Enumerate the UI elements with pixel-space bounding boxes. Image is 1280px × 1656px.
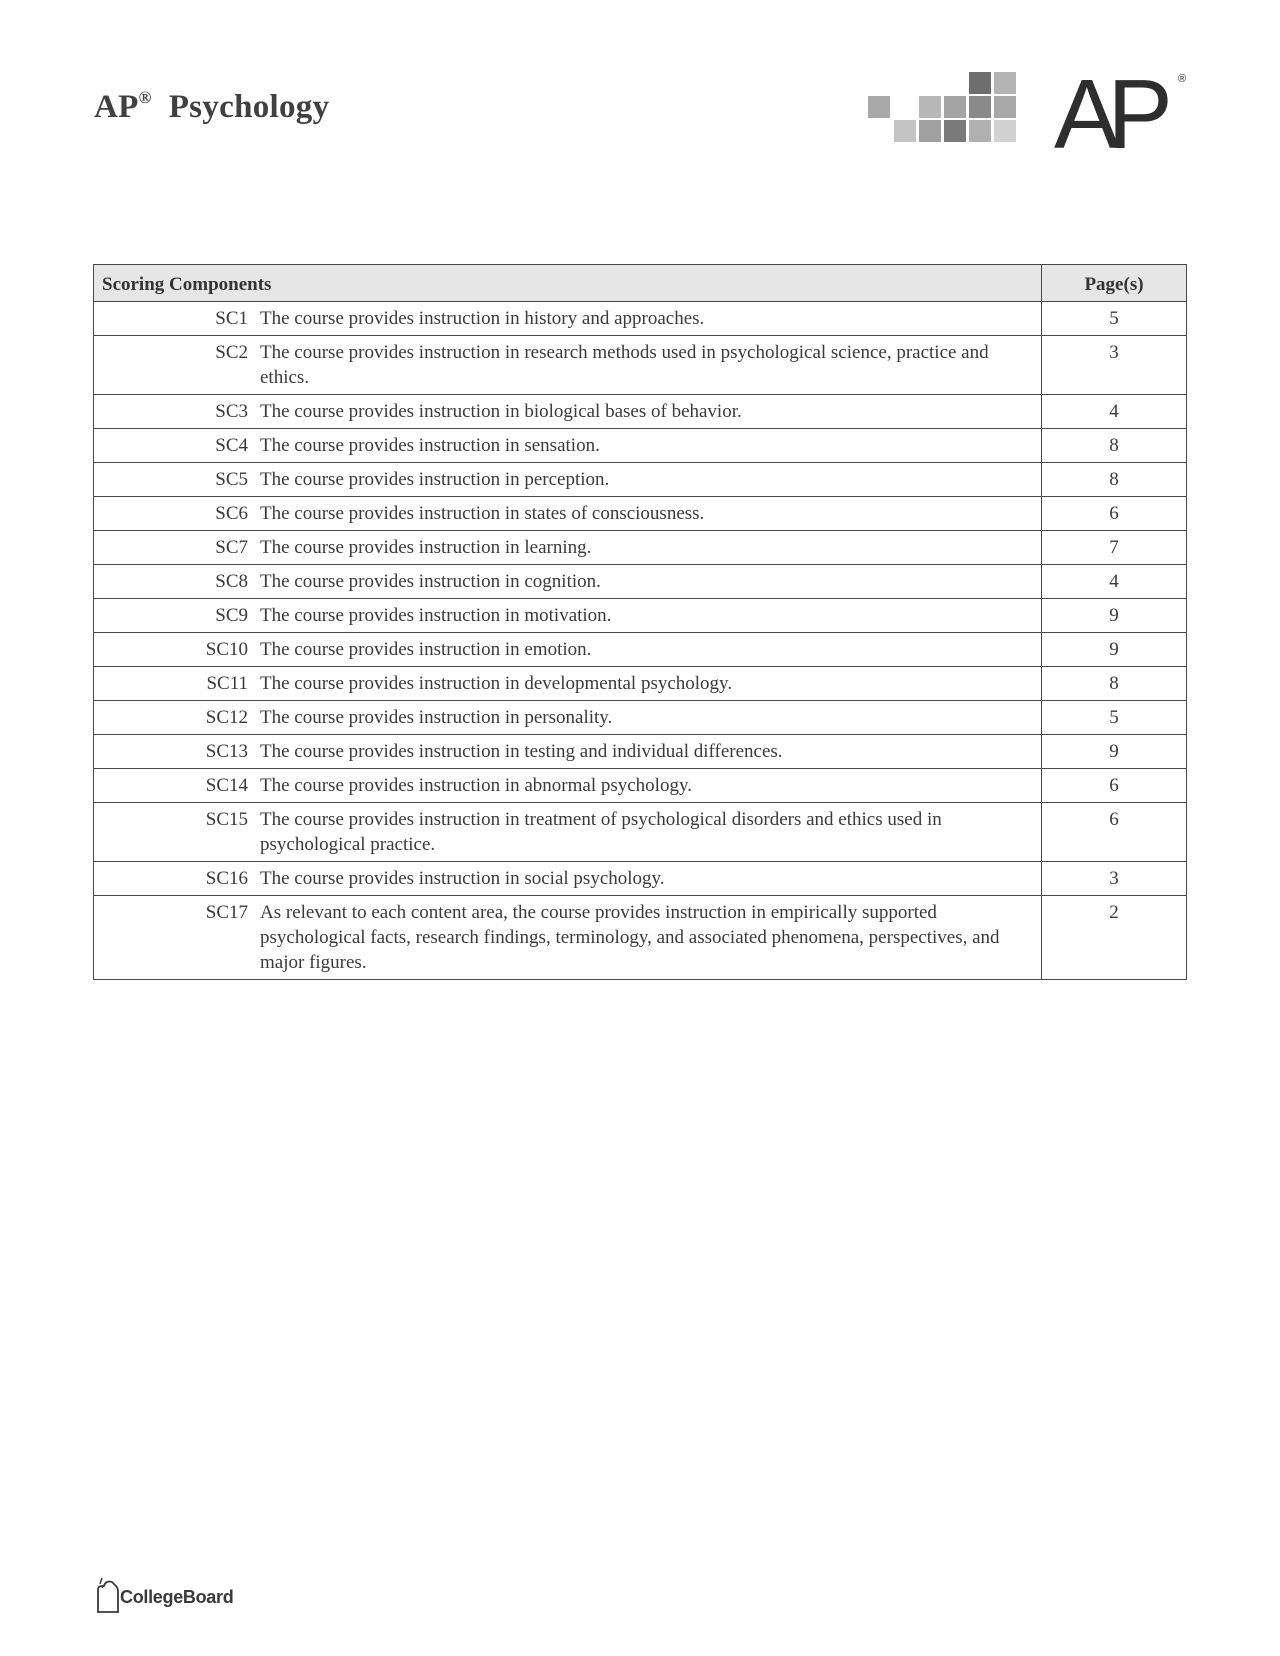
table-row [94, 336, 1187, 395]
component-code: SC9 [215, 605, 248, 626]
component-description: The course provides instruction in sensation. [260, 435, 600, 456]
collegeboard-logo-text: CollegeBoard [120, 1587, 234, 1607]
component-code: SC3 [215, 401, 248, 422]
component-description: The course provides instruction in testing and individual differences. [260, 741, 783, 762]
column-header-pages: Page(s) [1042, 265, 1187, 302]
page-title [94, 88, 329, 126]
component-code: SC11 [206, 673, 248, 694]
component-cell [94, 667, 1042, 701]
component-code: SC10 [205, 639, 248, 660]
page-number-cell: 5 [1042, 302, 1187, 336]
page-number-cell: 8 [1042, 667, 1187, 701]
component-description: The course provides instruction in abnormal psychology. [260, 775, 692, 796]
page-number-cell: 6 [1042, 769, 1187, 803]
table-row [94, 862, 1187, 896]
component-description: The course provides instruction in history and approaches. [260, 308, 705, 329]
component-description: The course provides instruction in social psychology. [260, 868, 665, 889]
component-cell [94, 463, 1042, 497]
component-cell [94, 735, 1042, 769]
column-header-components: Scoring Components [94, 265, 1042, 302]
table-row [94, 735, 1187, 769]
ap-logo-icon [1052, 64, 1187, 154]
ap-squares-logo-icon [868, 72, 1028, 152]
component-description: The course provides instruction in developmental psychology. [260, 673, 733, 694]
page-number-cell: 7 [1042, 531, 1187, 565]
component-description: As relevant to each content area, the course provides instruction in empirically supported psychological facts, research findings, terminology, and associated phenomena, perspectives, and major figures. [260, 902, 1000, 973]
page-number-cell: 4 [1042, 395, 1187, 429]
component-description: The course provides instruction in treatment of psychological disorders and ethics used in psychological practice. [260, 809, 942, 855]
table-body [94, 302, 1187, 980]
page-number-cell: 9 [1042, 599, 1187, 633]
component-cell [94, 599, 1042, 633]
title-ap: AP [94, 89, 139, 125]
component-code: SC2 [215, 342, 248, 363]
table-row [94, 896, 1187, 980]
ap-logo-registered-mark: ® [1178, 73, 1187, 85]
component-cell [94, 429, 1042, 463]
page-number-cell: 6 [1042, 497, 1187, 531]
component-description: The course provides instruction in motivation. [260, 605, 612, 626]
component-code: SC13 [205, 741, 248, 762]
component-code: SC17 [205, 902, 248, 923]
page-number-cell: 9 [1042, 735, 1187, 769]
page-number-cell: 2 [1042, 896, 1187, 980]
table-row [94, 701, 1187, 735]
page-number-cell: 3 [1042, 336, 1187, 395]
component-description: The course provides instruction in emotion. [260, 639, 592, 660]
page-number-cell: 8 [1042, 463, 1187, 497]
component-description: The course provides instruction in perception. [260, 469, 610, 490]
component-cell [94, 395, 1042, 429]
title-subject: Psychology [168, 89, 330, 125]
component-code: SC4 [215, 435, 248, 456]
component-cell [94, 862, 1042, 896]
component-cell [94, 769, 1042, 803]
component-description: The course provides instruction in biological bases of behavior. [260, 401, 742, 422]
page-number-cell: 6 [1042, 803, 1187, 862]
table-row [94, 429, 1187, 463]
component-cell [94, 302, 1042, 336]
title-registered-mark: ® [138, 88, 152, 107]
page-number-cell: 4 [1042, 565, 1187, 599]
ap-logo-text: AP [1054, 64, 1161, 154]
component-cell [94, 701, 1042, 735]
component-cell [94, 336, 1042, 395]
component-cell [94, 531, 1042, 565]
component-description: The course provides instruction in research methods used in psychological science, practice and ethics. [260, 342, 989, 388]
table-row [94, 599, 1187, 633]
table-row [94, 803, 1187, 862]
page-number-cell: 5 [1042, 701, 1187, 735]
component-code: SC7 [215, 537, 248, 558]
component-description: The course provides instruction in personality. [260, 707, 613, 728]
component-description: The course provides instruction in states of consciousness. [260, 503, 705, 524]
component-cell [94, 565, 1042, 599]
component-code: SC8 [215, 571, 248, 592]
page-number-cell: 8 [1042, 429, 1187, 463]
table-row [94, 769, 1187, 803]
component-cell [94, 497, 1042, 531]
table-row [94, 497, 1187, 531]
page-number-cell: 9 [1042, 633, 1187, 667]
page-number-cell: 3 [1042, 862, 1187, 896]
table-row [94, 667, 1187, 701]
table-header-row [94, 265, 1187, 302]
table-row [94, 302, 1187, 336]
scoring-components-table [93, 264, 1187, 980]
component-cell [94, 803, 1042, 862]
component-code: SC12 [205, 707, 248, 728]
table-row [94, 633, 1187, 667]
component-cell [94, 896, 1042, 980]
component-code: SC5 [215, 469, 248, 490]
component-code: SC6 [215, 503, 248, 524]
component-code: SC16 [205, 868, 248, 889]
component-description: The course provides instruction in learning. [260, 537, 592, 558]
component-code: SC1 [215, 308, 248, 329]
table-row [94, 463, 1187, 497]
component-description: The course provides instruction in cognition. [260, 571, 601, 592]
table-row [94, 565, 1187, 599]
table-row [94, 531, 1187, 565]
table-row [94, 395, 1187, 429]
component-cell [94, 633, 1042, 667]
component-code: SC14 [205, 775, 248, 796]
component-code: SC15 [205, 809, 248, 830]
